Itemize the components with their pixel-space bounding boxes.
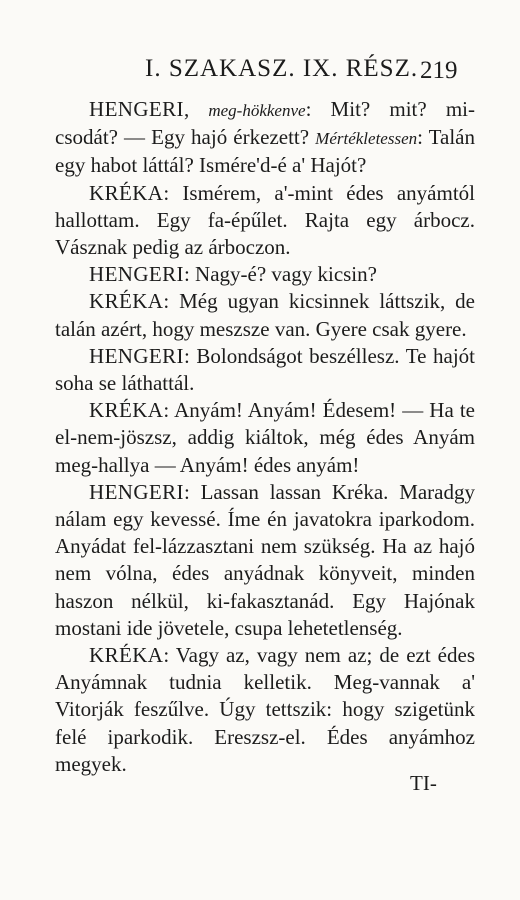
- dialogue-paragraph: [55, 96, 475, 180]
- dialogue-paragraph: [55, 343, 475, 397]
- dialogue-paragraph: [55, 288, 475, 342]
- dialogue-text: ,: [183, 97, 209, 121]
- speaker-name: KRÉKA: [89, 643, 164, 668]
- speaker-name: HENGERI: [89, 343, 184, 368]
- page-number: 219: [420, 57, 458, 84]
- speaker-name: HENGERI: [89, 479, 184, 504]
- stage-direction: meg-hökkenve: [208, 101, 306, 120]
- dialogue-text: : Vagy az, vagy nem az; de ezt édes Anyámnak tudnia kelletik. Meg-vannak a' Vitorják feszűlve. Úgy tettszik: hogy szigetünk felé iparkodik. Ereszsz-el. Édes anyámhoz megyek.: [55, 643, 475, 776]
- dialogue-body: [55, 96, 475, 778]
- speaker-name: KRÉKA: [89, 398, 164, 423]
- catchword: TI-: [410, 771, 437, 795]
- dialogue-text: : Anyám! Anyám! Édesem! — Ha te el-nem-jöszsz, addig kiáltok, még édes Anyám meg-hallya — Anyám! édes anyám!: [55, 398, 475, 477]
- dialogue-text: : Még ugyan kicsinnek láttszik, de talán azért, hogy meszsze van. Gyere csak gyere.: [55, 289, 475, 341]
- dialogue-text: : Ismérem, a'-mint édes anyámtól hallottam. Egy fa-épűlet. Rajta egy árbocz. Vásznak pedig az árboczon.: [55, 180, 475, 260]
- dialogue-paragraph: [55, 479, 475, 642]
- dialogue-text: : Talán egy habot láttál? Ismére'd-é a' Hajót?: [55, 125, 476, 178]
- dialogue-text: : Lassan lassan Kréka. Maradgy nálam egy kevessé. Íme én javatokra iparkodom. Anyádat fel-lázzasztani nem szükség. Ha az hajó nem vólna, édes anyádnak könyveit, minden haszon nélkül, ki-fakasztanád. Egy Hajónak mostani ide jövetele, csupa lehetetlenség.: [55, 479, 475, 640]
- dialogue-text: : Mit? mit? micsodát? — Egy hajó érkezett?: [55, 97, 476, 150]
- running-title: I. SZAKASZ. IX. RÉSZ.: [145, 55, 419, 82]
- dialogue-text: : Nagy-é? vagy kicsin?: [183, 262, 377, 287]
- speaker-name: KRÉKA: [89, 180, 164, 205]
- dialogue-text: : Bolondságot beszéllesz. Te hajót soha se láthattál.: [55, 343, 475, 396]
- speaker-name: HENGERI: [89, 97, 184, 121]
- dialogue-paragraph: [55, 180, 475, 262]
- running-head: [0, 52, 520, 86]
- speaker-name: HENGERI: [89, 262, 184, 287]
- speaker-name: KRÉKA: [89, 289, 164, 314]
- dialogue-paragraph: [55, 642, 475, 778]
- stage-direction: Mértékletessen: [315, 129, 418, 149]
- dialogue-paragraph: [55, 261, 475, 288]
- dialogue-paragraph: [55, 397, 475, 479]
